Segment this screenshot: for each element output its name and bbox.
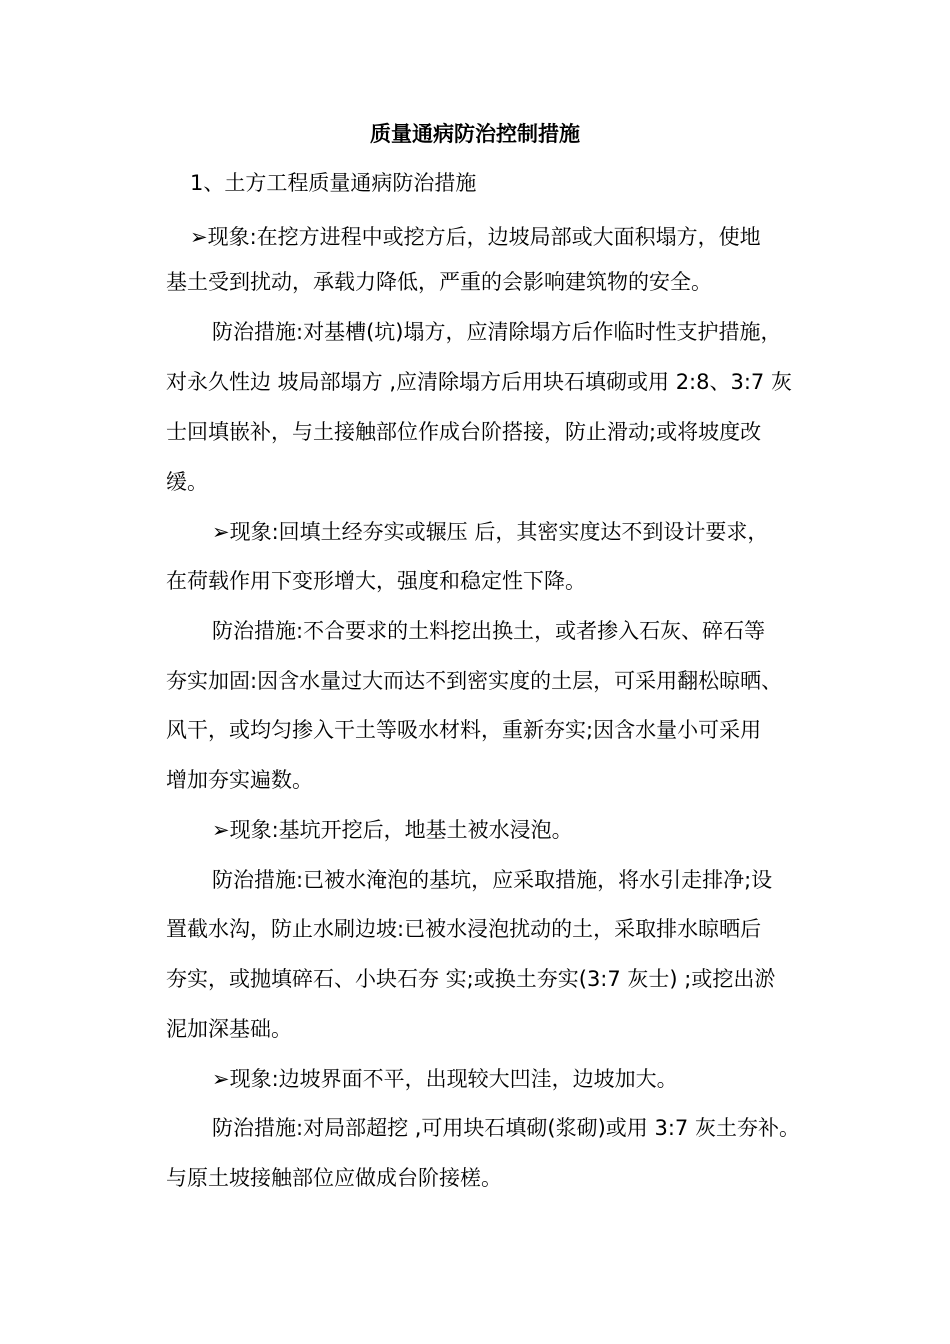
paragraph-line: 风干，或均匀掺入干土等吸水材料，重新夯实;因含水量小可采用 [166, 718, 762, 742]
paragraph-line: 在荷载作用下变形增大，强度和稳定性下降。 [166, 569, 586, 593]
paragraph-line: 夯实加固:因含水量过大而达不到密实度的土层，可采用翻松晾晒、 [166, 669, 783, 693]
paragraph-line: 增加夯实遍数。 [166, 768, 313, 792]
paragraph-line: ➢现象:边坡界面不平，出现较大凹洼，边坡加大。 [212, 1067, 678, 1091]
paragraph-line: 夯实，或抛填碎石、小块石夯 实;或换土夯实(3:7 灰士) ;或挖出淤 [166, 967, 776, 991]
paragraph-line: ➢现象:回填土经夯实或辗压 后，其密实度达不到设计要求， [212, 520, 769, 544]
document-title: 质量通病防治控制措施 [370, 122, 580, 146]
paragraph-line: 缓。 [166, 470, 208, 494]
paragraph-line: 基土受到扰动，承载力降低，严重的会影响建筑物的安全。 [166, 270, 712, 294]
paragraph-line: 防治措施:对基槽(坑)塌方，应清除塌方后作临时性支护措施， [212, 320, 782, 344]
paragraph-line: 置截水沟，防止水刷边坡:已被水浸泡扰动的土，采取排水晾晒后 [166, 917, 762, 941]
paragraph-line: ➢现象:基坑开挖后，地基土被水浸泡。 [212, 818, 573, 842]
paragraph-line: 防治措施:已被水淹泡的基坑，应采取措施，将水引走排净;设 [212, 868, 773, 892]
paragraph-line: 泥加深基础。 [166, 1017, 292, 1041]
section-heading: 1、土方工程质量通病防治措施 [190, 171, 477, 195]
paragraph-line: 士回填嵌补，与土接触部位作成台阶搭接，防止滑动;或将坡度改 [166, 420, 762, 444]
paragraph-line: 对永久性边 坡局部塌方 ,应清除塌方后用块石填砌或用 2:8、3:7 灰 [166, 370, 792, 394]
paragraph-line: 与原土坡接触部位应做成台阶接槎。 [166, 1166, 502, 1190]
paragraph-line: 防治措施:对局部超挖 ,可用块石填砌(浆砌)或用 3:7 灰土夯补。 [212, 1116, 800, 1140]
paragraph-line: 防治措施:不合要求的土料挖出换土，或者掺入石灰、碎石等 [212, 619, 766, 643]
paragraph-line: ➢现象:在挖方进程中或挖方后，边坡局部或大面积塌方，使地 [190, 225, 761, 249]
